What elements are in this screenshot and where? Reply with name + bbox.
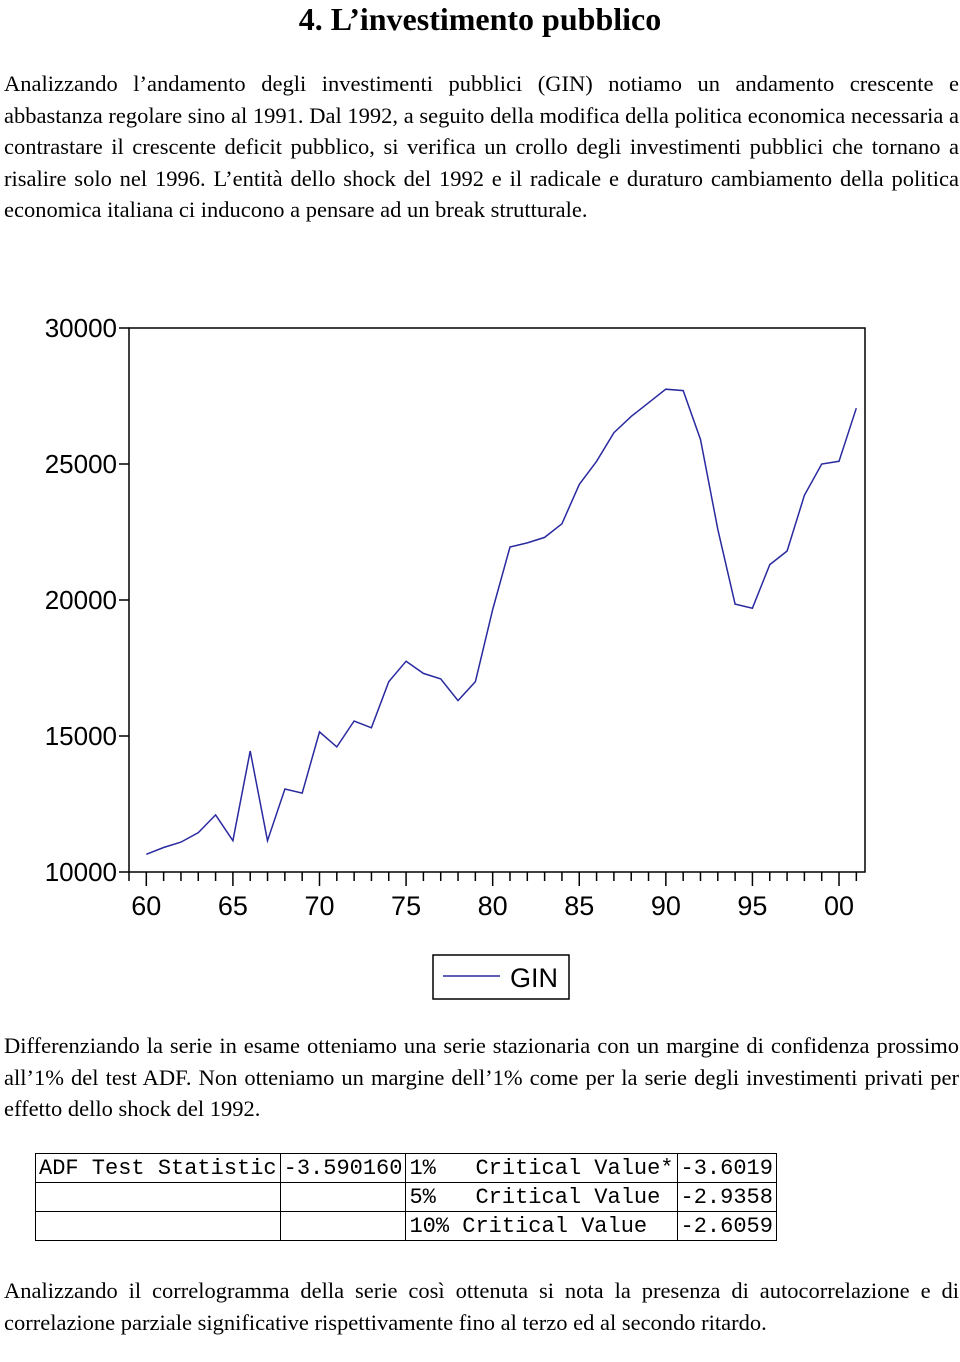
x-tick-label: 90 [650,891,681,921]
intro-paragraph: Analizzando l’andamento degli investimenti pubblici (GIN) notiamo un andamento crescente e abbastanza regolare sino al 1991. Dal 1992, a seguito della modifica della politica economica necessaria a contrastare il crescente deficit pubblico, si verifica un crollo degli investimenti pubblici che tornano a risalire solo nel 1996. L’entità dello shock del 1992 e il radicale e duraturo cambiamento della politica economica italiana ci inducono a pensare ad un break strutturale. [4,71,959,222]
adf-row [36,1212,777,1241]
legend-label: GIN [510,963,559,993]
y-tick-label: 20000 [44,585,117,615]
x-tick-label: 60 [131,891,162,921]
plot-frame [129,328,865,872]
x-tick-label: 70 [304,891,335,921]
section-title: 4. L’investimento pubblico [298,1,662,37]
y-tick-label: 10000 [44,857,117,887]
adf-cell: 5% Critical Value [406,1183,677,1212]
differencing-paragraph: Differenziando la serie in esame otteniamo una serie stazionaria con un margine di confidenza prossimo all’1% del test ADF. Non otteniamo un margine dell’1% come per la serie degli investimenti privati per effetto dello shock del 1992. [4,1033,959,1121]
x-tick-label: 65 [217,891,248,921]
adf-cell: 10% Critical Value [406,1212,677,1241]
x-tick-label: 75 [391,891,422,921]
adf-cell: -3.590160 [280,1154,406,1183]
adf-cell: -2.6059 [677,1212,776,1241]
adf-cell [280,1183,406,1212]
x-tick-label: 85 [564,891,595,921]
x-axis [129,872,856,921]
x-tick-label: 80 [477,891,508,921]
x-tick-label: 00 [824,891,855,921]
correlogram-paragraph: Analizzando il correlogramma della serie così ottenuta si nota la presenza di autocorrelazione e di correlazione parziale significative rispettivamente fino al terzo ed al secondo ritardo. [4,1278,959,1335]
gin-series-line [146,389,856,854]
adf-row [36,1183,777,1212]
gin-line-chart [0,300,960,1010]
y-axis [45,313,129,887]
adf-cell: -2.9358 [677,1183,776,1212]
y-tick-label: 25000 [44,449,117,479]
legend [433,955,569,999]
adf-cell [280,1212,406,1241]
adf-cell: 1% Critical Value* [406,1154,677,1183]
adf-results-table [35,1153,777,1241]
adf-cell [36,1183,281,1212]
adf-cell: -3.6019 [677,1154,776,1183]
adf-cell: ADF Test Statistic [36,1154,281,1183]
adf-row [36,1154,777,1183]
x-tick-label: 95 [737,891,768,921]
y-tick-label: 15000 [44,721,117,751]
adf-cell [36,1212,281,1241]
y-tick-label: 30000 [44,313,117,343]
